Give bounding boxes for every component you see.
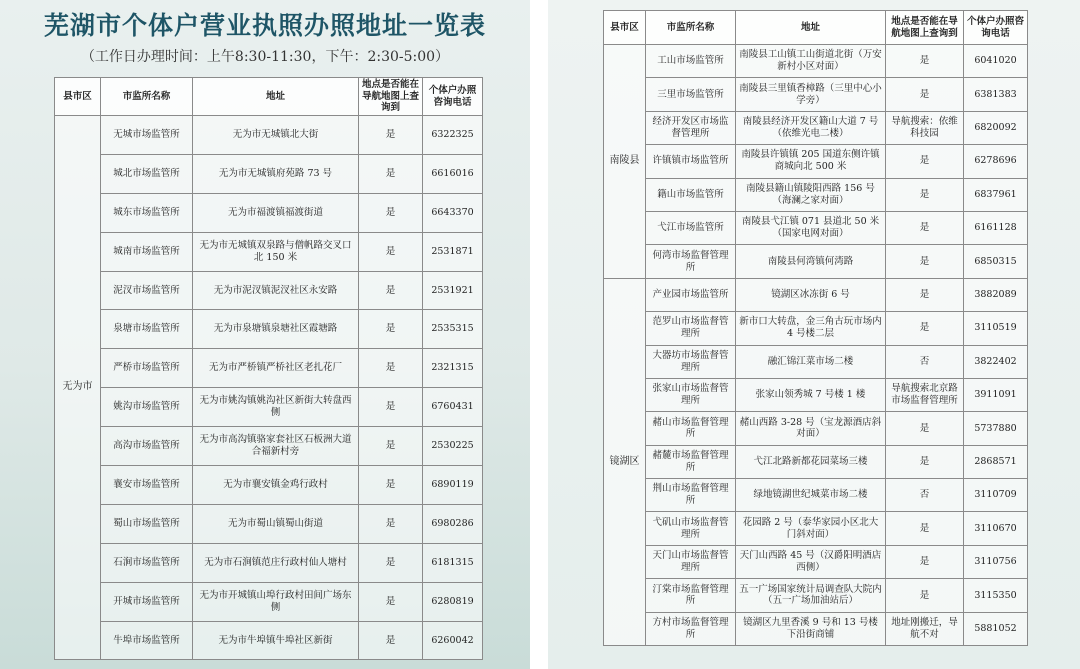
office-name-cell: 开城市场监管所	[101, 582, 193, 621]
address-cell: 无为市牛埠镇牛埠社区新街	[193, 621, 359, 660]
right-office-table	[603, 10, 1028, 646]
phone-cell: 6181315	[423, 543, 483, 582]
phone-cell: 6643370	[423, 193, 483, 232]
office-name-cell: 方村市场监督管理所	[646, 612, 736, 645]
nav-available-cell: 否	[886, 345, 964, 378]
page-gap	[530, 0, 548, 669]
right-table-body	[604, 45, 1028, 646]
office-name-cell: 泉塘市场监管所	[101, 310, 193, 349]
office-name-cell: 天门山市场监督管理所	[646, 545, 736, 578]
address-cell: 花园路 2 号（泰华家园小区北大门斜对面）	[736, 512, 886, 545]
phone-cell: 3911091	[964, 378, 1028, 411]
nav-available-cell: 是	[886, 545, 964, 578]
office-name-cell: 赭山市场监督管理所	[646, 412, 736, 445]
address-cell: 无为市无城镇北大街	[193, 116, 359, 155]
table-row	[604, 178, 1028, 211]
office-name-cell: 石涧市场监管所	[101, 543, 193, 582]
phone-cell: 3110519	[964, 312, 1028, 345]
table-row	[55, 504, 483, 543]
address-cell: 五一广场国家统计局调查队大院内（五一广场加油站后）	[736, 579, 886, 612]
phone-cell: 2321315	[423, 349, 483, 388]
table-row	[55, 427, 483, 466]
office-name-cell: 工山市场监管所	[646, 45, 736, 78]
phone-cell: 3110756	[964, 545, 1028, 578]
phone-cell: 6820092	[964, 111, 1028, 144]
table-header-row	[604, 11, 1028, 45]
office-name-cell: 荆山市场监督管理所	[646, 479, 736, 512]
table-row	[55, 388, 483, 427]
table-row	[55, 543, 483, 582]
phone-cell: 2531871	[423, 232, 483, 271]
address-cell: 南陵县经济开发区籍山大道 7 号（依维光电二楼）	[736, 111, 886, 144]
phone-cell: 6890119	[423, 466, 483, 505]
phone-cell: 3115350	[964, 579, 1028, 612]
table-row	[55, 232, 483, 271]
address-cell: 南陵县三里镇香樟路（三里中心小学旁）	[736, 78, 886, 111]
phone-cell: 3110670	[964, 512, 1028, 545]
nav-available-cell: 是	[359, 543, 423, 582]
address-cell: 无为市无城镇双泉路与僧帆路交叉口北 150 米	[193, 232, 359, 271]
table-row	[604, 345, 1028, 378]
office-name-cell: 范罗山市场监督管理所	[646, 312, 736, 345]
county-cell: 南陵县	[604, 45, 646, 279]
office-name-cell: 张家山市场监督管理所	[646, 378, 736, 411]
nav-available-cell: 是	[359, 271, 423, 310]
table-row	[55, 349, 483, 388]
nav-available-cell: 导航搜索北京路市场监督管理所	[886, 378, 964, 411]
table-row	[604, 45, 1028, 78]
address-cell: 无为市姚沟镇姚沟社区新街大转盘西侧	[193, 388, 359, 427]
table-row	[604, 579, 1028, 612]
address-cell: 南陵县许镇镇 205 国道东侧许镇商城向北 500 米	[736, 145, 886, 178]
header-county: 县市区	[55, 78, 101, 116]
office-name-cell: 汀棠市场监督管理所	[646, 579, 736, 612]
table-row	[604, 612, 1028, 645]
table-row	[604, 111, 1028, 144]
nav-available-cell: 是	[886, 412, 964, 445]
table-row	[604, 245, 1028, 278]
address-cell: 赭山西路 3-28 号（宝龙源酒店斜对面）	[736, 412, 886, 445]
table-row	[55, 621, 483, 660]
nav-available-cell: 是	[886, 579, 964, 612]
nav-available-cell: 是	[359, 388, 423, 427]
nav-available-cell: 是	[886, 45, 964, 78]
address-cell: 南陵县籍山镇陵阳西路 156 号（海澜之家对面）	[736, 178, 886, 211]
phone-cell: 5737880	[964, 412, 1028, 445]
phone-cell: 3822402	[964, 345, 1028, 378]
office-name-cell: 经济开发区市场监督管理所	[646, 111, 736, 144]
office-name-cell: 泥汊市场监管所	[101, 271, 193, 310]
office-name-cell: 许镇镇市场监管所	[646, 145, 736, 178]
table-row	[604, 512, 1028, 545]
nav-available-cell: 是	[359, 232, 423, 271]
header-address: 地址	[736, 11, 886, 45]
office-name-cell: 弋矶山市场监督管理所	[646, 512, 736, 545]
table-row	[55, 582, 483, 621]
table-header-row	[55, 78, 483, 116]
office-name-cell: 三里市场监管所	[646, 78, 736, 111]
table-row	[604, 479, 1028, 512]
header-address: 地址	[193, 78, 359, 116]
nav-available-cell: 是	[886, 211, 964, 244]
table-row	[604, 545, 1028, 578]
address-cell: 绿地镜湖世纪城菜市场二楼	[736, 479, 886, 512]
office-name-cell: 蜀山市场监管所	[101, 504, 193, 543]
office-name-cell: 大器坊市场监督管理所	[646, 345, 736, 378]
office-name-cell: 产业园市场监管所	[646, 278, 736, 311]
office-name-cell: 无城市场监管所	[101, 116, 193, 155]
phone-cell: 3110709	[964, 479, 1028, 512]
header-nav: 地点是否能在导航地图上查询到	[359, 78, 423, 116]
office-name-cell: 弋江市场监管所	[646, 211, 736, 244]
address-cell: 无为市蜀山镇蜀山街道	[193, 504, 359, 543]
left-table-body	[55, 116, 483, 660]
header-office: 市监所名称	[101, 78, 193, 116]
address-cell: 融汇锦江菜市场二楼	[736, 345, 886, 378]
office-name-cell: 严桥市场监管所	[101, 349, 193, 388]
page-title: 芜湖市个体户营业执照办照地址一览表	[43, 11, 486, 40]
nav-available-cell: 是	[359, 193, 423, 232]
address-cell: 张家山领秀城 7 号楼 1 楼	[736, 378, 886, 411]
office-name-cell: 城南市场监管所	[101, 232, 193, 271]
table-row	[604, 312, 1028, 345]
office-name-cell: 高沟市场监管所	[101, 427, 193, 466]
table-row	[55, 466, 483, 505]
office-name-cell: 赭麓市场监督管理所	[646, 445, 736, 478]
nav-available-cell: 导航搜索：依维科技园	[886, 111, 964, 144]
address-cell: 无为市襄安镇金鸡行政村	[193, 466, 359, 505]
nav-available-cell: 是	[359, 349, 423, 388]
table-row	[604, 78, 1028, 111]
address-cell: 无为市严桥镇严桥社区老扎花厂	[193, 349, 359, 388]
address-cell: 无为市泉塘镇泉塘社区霞塘路	[193, 310, 359, 349]
phone-cell: 6278696	[964, 145, 1028, 178]
office-name-cell: 姚沟市场监管所	[101, 388, 193, 427]
nav-available-cell: 是	[359, 116, 423, 155]
nav-available-cell: 是	[886, 78, 964, 111]
county-cell: 镜湖区	[604, 278, 646, 645]
address-cell: 无为市石涧镇范庄行政村仙人塘村	[193, 543, 359, 582]
phone-cell: 2535315	[423, 310, 483, 349]
header-phone: 个体户办照咨询电话	[964, 11, 1028, 45]
nav-available-cell: 是	[359, 504, 423, 543]
header-nav: 地点是否能在导航地图上查询到	[886, 11, 964, 45]
phone-cell: 6381383	[964, 78, 1028, 111]
phone-cell: 5881052	[964, 612, 1028, 645]
table-row	[55, 154, 483, 193]
address-cell: 无为市高沟镇骆家套社区石板洲大道合福新村旁	[193, 427, 359, 466]
phone-cell: 6837961	[964, 178, 1028, 211]
phone-cell: 6322325	[423, 116, 483, 155]
phone-cell: 3882089	[964, 278, 1028, 311]
nav-available-cell: 是	[886, 245, 964, 278]
table-row	[55, 310, 483, 349]
office-name-cell: 何湾市场监督管理所	[646, 245, 736, 278]
office-hours-subtitle: （工作日办理时间：上午8:30-11:30，下午：2:30-5:00）	[80, 49, 450, 65]
address-cell: 镜湖区九里香溪 9 号和 13 号楼下沿街商铺	[736, 612, 886, 645]
table-row	[604, 211, 1028, 244]
table-row	[604, 445, 1028, 478]
phone-cell: 6041020	[964, 45, 1028, 78]
phone-cell: 6850315	[964, 245, 1028, 278]
table-row	[604, 412, 1028, 445]
left-office-table	[54, 77, 483, 660]
nav-available-cell: 是	[886, 512, 964, 545]
office-name-cell: 城北市场监管所	[101, 154, 193, 193]
table-row	[55, 116, 483, 155]
header-county: 县市区	[604, 11, 646, 45]
address-cell: 弋江北路新都花园菜场三楼	[736, 445, 886, 478]
table-row	[604, 378, 1028, 411]
header-office: 市监所名称	[646, 11, 736, 45]
address-cell: 无为市开城镇山埠行政村田间广场东侧	[193, 582, 359, 621]
table-row	[55, 271, 483, 310]
office-name-cell: 籍山市场监管所	[646, 178, 736, 211]
phone-cell: 6280819	[423, 582, 483, 621]
phone-cell: 2530225	[423, 427, 483, 466]
phone-cell: 6760431	[423, 388, 483, 427]
office-name-cell: 城东市场监管所	[101, 193, 193, 232]
nav-available-cell: 是	[886, 178, 964, 211]
header-phone: 个体户办照咨询电话	[423, 78, 483, 116]
nav-available-cell: 地址刚搬迁，导航不对	[886, 612, 964, 645]
nav-available-cell: 是	[886, 145, 964, 178]
nav-available-cell: 是	[359, 582, 423, 621]
address-cell: 新市口大转盘，金三角古玩市场内 4 号楼二层	[736, 312, 886, 345]
nav-available-cell: 否	[886, 479, 964, 512]
table-row	[604, 278, 1028, 311]
nav-available-cell: 是	[886, 278, 964, 311]
address-cell: 无为市泥汊镇泥汊社区永安路	[193, 271, 359, 310]
phone-cell: 6616016	[423, 154, 483, 193]
phone-cell: 6260042	[423, 621, 483, 660]
phone-cell: 2868571	[964, 445, 1028, 478]
address-cell: 无为市无城镇府苑路 73 号	[193, 154, 359, 193]
address-cell: 南陵县何湾镇何湾路	[736, 245, 886, 278]
address-cell: 南陵县工山镇工山街道北街（万安新村小区对面）	[736, 45, 886, 78]
nav-available-cell: 是	[359, 466, 423, 505]
nav-available-cell: 是	[359, 621, 423, 660]
nav-available-cell: 是	[359, 310, 423, 349]
phone-cell: 2531921	[423, 271, 483, 310]
phone-cell: 6980286	[423, 504, 483, 543]
address-cell: 南陵县弋江镇 071 县道北 50 米（国家电网对面）	[736, 211, 886, 244]
nav-available-cell: 是	[886, 445, 964, 478]
office-name-cell: 襄安市场监管所	[101, 466, 193, 505]
address-cell: 天门山西路 45 号（汉爵阳明酒店西侧）	[736, 545, 886, 578]
nav-available-cell: 是	[359, 427, 423, 466]
nav-available-cell: 是	[886, 312, 964, 345]
table-row	[604, 145, 1028, 178]
county-cell: 无为市	[55, 116, 101, 660]
office-name-cell: 牛埠市场监管所	[101, 621, 193, 660]
nav-available-cell: 是	[359, 154, 423, 193]
phone-cell: 6161128	[964, 211, 1028, 244]
address-cell: 无为市福渡镇福渡街道	[193, 193, 359, 232]
address-cell: 镜湖区冰冻街 6 号	[736, 278, 886, 311]
table-row	[55, 193, 483, 232]
